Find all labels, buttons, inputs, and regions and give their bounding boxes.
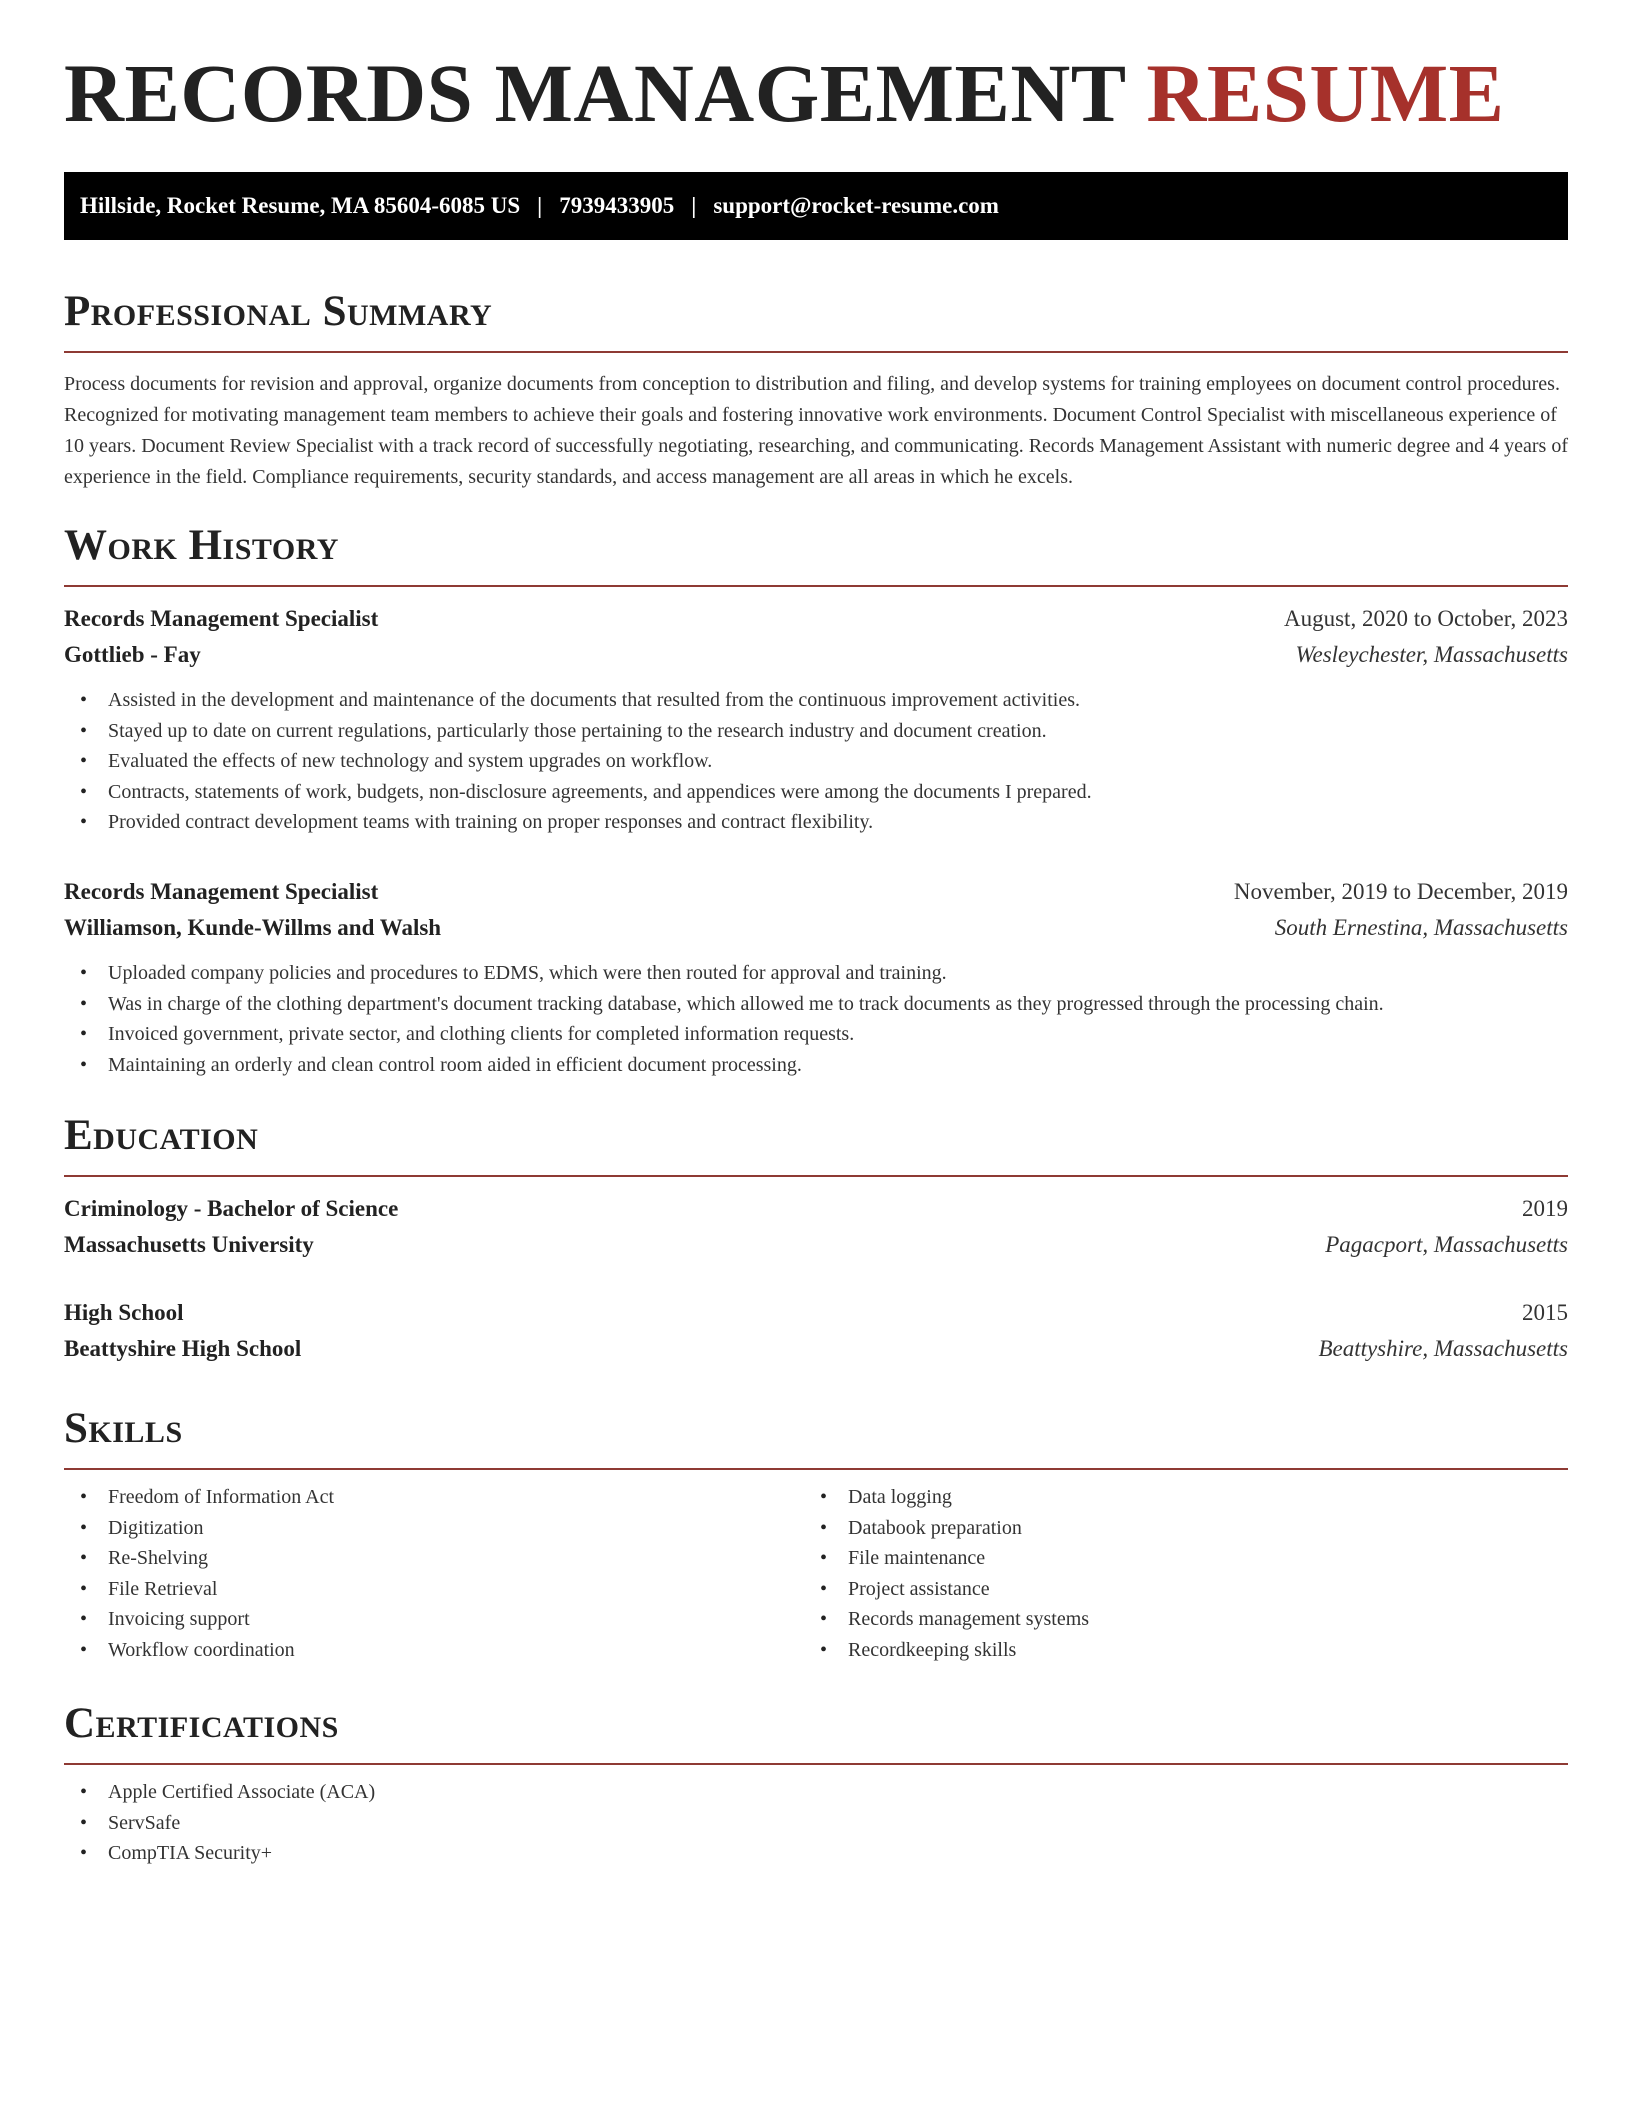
list-item: • ServSafe	[64, 1808, 1568, 1839]
skills-section	[64, 1407, 1568, 1666]
skills-list-left	[64, 1482, 804, 1666]
section-heading-skills: Skills	[64, 1405, 183, 1452]
education-location: Beattyshire, Massachusetts	[1318, 1336, 1568, 1361]
work-history-section	[64, 524, 1568, 1080]
contact-bar	[64, 172, 1568, 240]
list-item: • Project assistance	[804, 1574, 1544, 1605]
contact-phone[interactable]: 7939433905	[559, 193, 675, 218]
job-entry	[64, 601, 1568, 838]
list-item: • Databook preparation	[804, 1513, 1544, 1544]
certifications-section	[64, 1702, 1568, 1869]
section-rule	[64, 1175, 1568, 1177]
education-year: 2019	[1522, 1196, 1568, 1221]
education-degree: High School	[64, 1300, 184, 1325]
list-item: • CompTIA Security+	[64, 1838, 1568, 1869]
list-item: • Contracts, statements of work, budgets, non-disclosure agreements, and appendices were among the documents I prepared.	[64, 777, 1568, 808]
list-item: • Assisted in the development and maintenance of the documents that resulted from the continuous improvement activities.	[64, 685, 1568, 716]
title-accent: RESUME	[1146, 47, 1505, 139]
resume-title	[64, 47, 1568, 139]
education-school-row	[64, 1331, 1568, 1367]
list-item: • Stayed up to date on current regulations, particularly those pertaining to the research industry and document creation.	[64, 716, 1568, 747]
list-item: • Recordkeeping skills	[804, 1635, 1544, 1666]
list-item: • Invoicing support	[64, 1604, 804, 1635]
section-heading-education: Education	[64, 1112, 259, 1159]
education-school-row	[64, 1227, 1568, 1263]
list-item: • Digitization	[64, 1513, 804, 1544]
education-year: 2015	[1522, 1300, 1568, 1325]
list-item: • Freedom of Information Act	[64, 1482, 804, 1513]
section-rule	[64, 1763, 1568, 1765]
job-bullets	[64, 685, 1568, 838]
list-item: • Invoiced government, private sector, and clothing clients for completed information requests.	[64, 1019, 1568, 1050]
education-entry	[64, 1295, 1568, 1367]
job-entry	[64, 874, 1568, 1080]
job-company-row	[64, 637, 1568, 673]
contact-separator: |	[691, 193, 697, 218]
section-heading-certifications: Certifications	[64, 1700, 339, 1747]
list-item: • Uploaded company policies and procedures to EDMS, which were then routed for approval and training.	[64, 958, 1568, 989]
summary-text: Process documents for revision and approval, organize documents from conception to distribution and filing, and develop systems for training employees on document control procedures. Recognized for motivating management team members to achieve their goals and fostering innovative work environments. Document Control Specialist with miscellaneous experience of 10 years. Document Review Specialist with a track record of successfully negotiating, researching, and communicating. Records Management Assistant with numeric degree and 4 years of experience in the field. Compliance requirements, security standards, and access management are all areas in which he excels.	[64, 373, 1568, 488]
education-degree-row	[64, 1295, 1568, 1331]
education-entry	[64, 1191, 1568, 1263]
title-main: RECORDS MANAGEMENT	[64, 47, 1126, 139]
certifications-list	[64, 1777, 1568, 1869]
job-location: Wesleychester, Massachusetts	[1295, 642, 1568, 667]
list-item: • Workflow coordination	[64, 1635, 804, 1666]
summary-section	[64, 290, 1568, 493]
list-item: • Was in charge of the clothing department's document tracking database, which allowed me to track documents as they progressed through the processing chain.	[64, 989, 1568, 1020]
job-company: Gottlieb - Fay	[64, 642, 201, 667]
education-school: Massachusetts University	[64, 1232, 314, 1257]
list-item: • Evaluated the effects of new technology and system upgrades on workflow.	[64, 746, 1568, 777]
list-item: • File maintenance	[804, 1543, 1544, 1574]
list-item: • File Retrieval	[64, 1574, 804, 1605]
job-company-row	[64, 910, 1568, 946]
contact-address: Hillside, Rocket Resume, MA 85604-6085 US	[80, 193, 521, 218]
section-rule	[64, 351, 1568, 353]
job-bullets	[64, 958, 1568, 1080]
job-title-row	[64, 601, 1568, 637]
list-item: • Data logging	[804, 1482, 1544, 1513]
list-item: • Maintaining an orderly and clean control room aided in efficient document processing.	[64, 1050, 1568, 1081]
education-school: Beattyshire High School	[64, 1336, 302, 1361]
job-title: Records Management Specialist	[64, 878, 379, 904]
education-degree: Criminology - Bachelor of Science	[64, 1196, 399, 1221]
list-item: • Re-Shelving	[64, 1543, 804, 1574]
section-rule	[64, 585, 1568, 587]
job-dates: August, 2020 to October, 2023	[1284, 606, 1568, 631]
list-item: • Apple Certified Associate (ACA)	[64, 1777, 1568, 1808]
job-title: Records Management Specialist	[64, 606, 379, 631]
resume-header	[64, 47, 1568, 240]
contact-email[interactable]: support@rocket-resume.com	[713, 193, 999, 218]
education-section	[64, 1114, 1568, 1367]
skills-list-right	[804, 1482, 1544, 1666]
contact-separator: |	[537, 193, 543, 218]
section-heading-summary: Professional Summary	[64, 288, 493, 335]
list-item: • Records management systems	[804, 1604, 1544, 1635]
job-company: Williamson, Kunde-Willms and Walsh	[64, 914, 442, 940]
section-rule	[64, 1468, 1568, 1470]
section-heading-work: Work History	[64, 522, 339, 569]
education-degree-row	[64, 1191, 1568, 1227]
job-dates: November, 2019 to December, 2019	[1233, 878, 1568, 904]
list-item: • Provided contract development teams with training on proper responses and contract flexibility.	[64, 807, 1568, 838]
job-location: South Ernestina, Massachusetts	[1274, 914, 1568, 940]
education-location: Pagacport, Massachusetts	[1325, 1232, 1568, 1257]
skills-grid	[64, 1482, 1568, 1666]
job-title-row	[64, 874, 1568, 910]
